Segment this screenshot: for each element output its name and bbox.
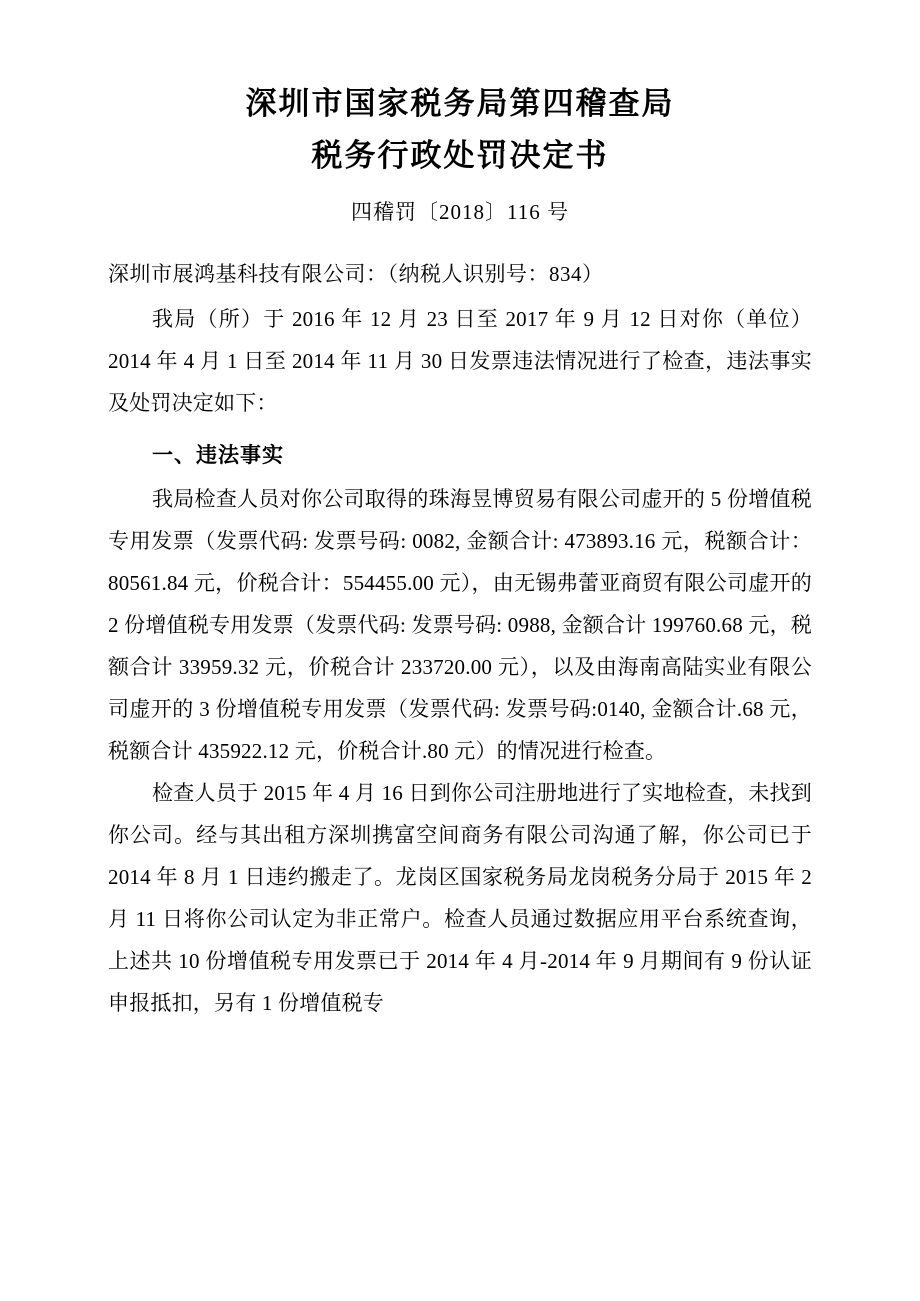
intro-paragraph: 我局（所）于 2016 年 12 月 23 日至 2017 年 9 月 12 日对你（单位）2014 年 4 月 1 日至 2014 年 11 月 30 日发票违法情况进行了检查，违法事实及处罚决定如下：	[108, 307, 812, 415]
document-title-block	[108, 78, 812, 182]
section-heading-violation-facts: 一、违法事实	[152, 443, 284, 467]
page-title-line-2: 税务行政处罚决定书	[311, 138, 609, 173]
document-number: 四稽罚〔2018〕116 号	[351, 200, 569, 224]
inspection-paragraph: 检查人员于 2015 年 4 月 16 日到你公司注册地进行了实地检查，未找到你公司。经与其出租方深圳携富空间商务有限公司沟通了解，你公司已于 2014 年 8 月 1 日违约搬走了。龙岗区国家税务局龙岗税务分局于 2015 年 2 月 11 日将你公司认定为非正常户。检查人员通过数据应用平台系统查询，上述共 10 份增值税专用发票已于 2014 年 4 月-2014 年 9 月期间有 9 份认证申报抵扣，另有 1 份增值税专	[108, 781, 812, 1015]
page-title-line-1: 深圳市国家税务局第四稽查局	[245, 86, 675, 121]
addressee-line: 深圳市展鸿基科技有限公司：（纳税人识别号：834）	[108, 262, 604, 286]
violation-facts-paragraph: 我局检查人员对你公司取得的珠海昱博贸易有限公司虚开的 5 份增值税专用发票（发票代码: 发票号码: 0082, 金额合计: 473893.16 元，税额合计：80561.84 元，价税合计：554455.00 元），由无锡弗蕾亚商贸有限公司虚开的 2 份增值税专用发票（发票代码: 发票号码: 0988, 金额合计 199760.68 元，税额合计 33959.32 元，价税合计 233720.00 元），以及由海南高陆实业有限公司虚开的 3 份增值税专用发票（发票代码: 发票号码:0140, 金额合计.68 元，税额合计 435922.12 元，价税合计.80 元）的情况进行检查。	[108, 487, 812, 763]
